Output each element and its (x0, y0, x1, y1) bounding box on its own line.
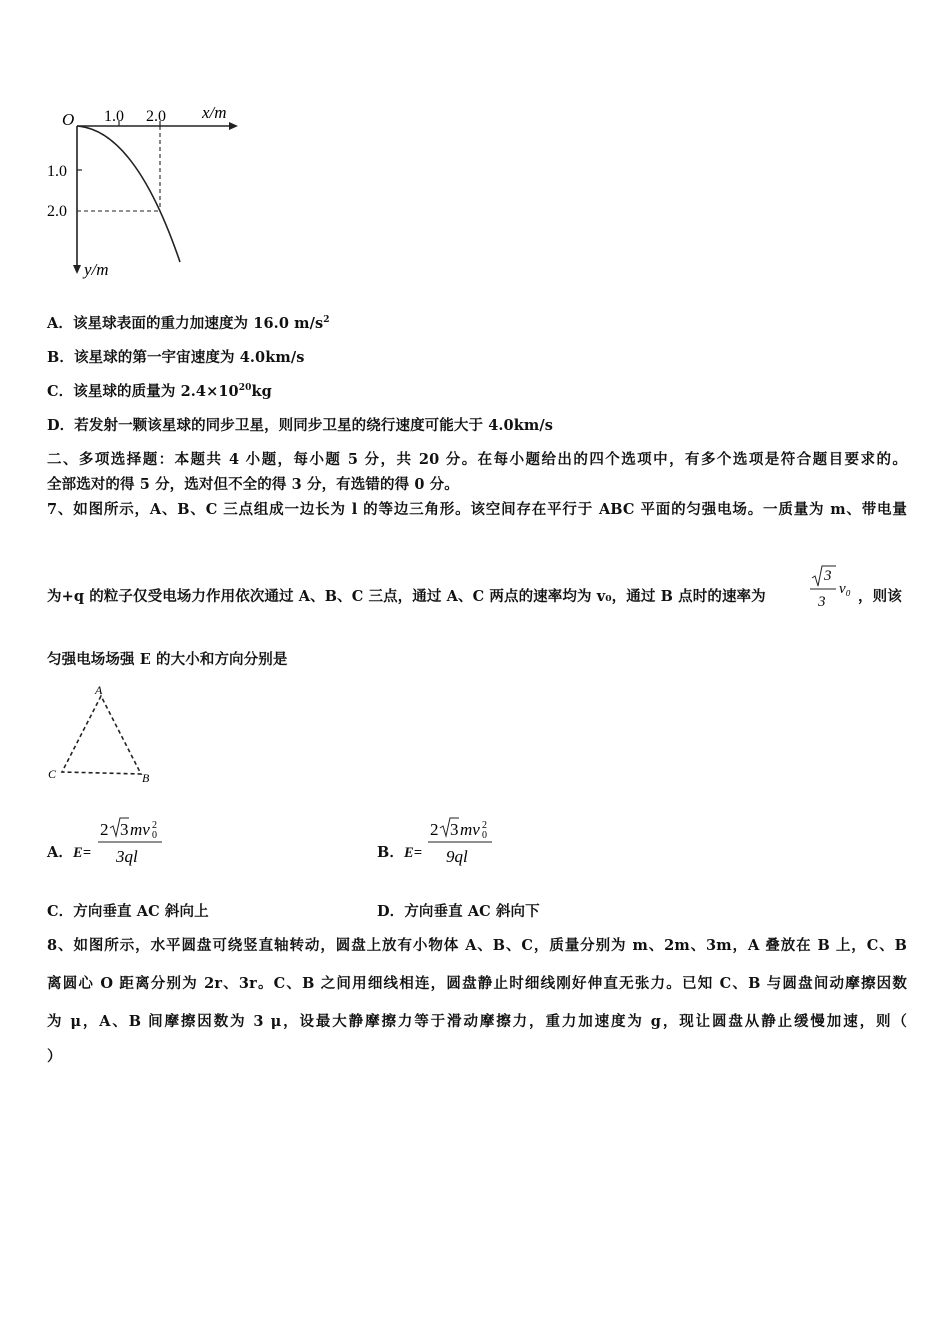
x-tick-2: 2.0 (146, 108, 166, 125)
svg-text:0: 0 (152, 830, 157, 841)
section2-heading-line2: 全部选对的得 5 分，选对但不全的得 3 分，有选错的得 0 分。 (47, 476, 459, 493)
q8-stem-line1: 8、如图所示，水平圆盘可绕竖直轴转动，圆盘上放有小物体 A、B、C，质量分别为 m、2m、3m，A 叠放在 B 上，C、B (47, 937, 907, 954)
svg-text:2: 2 (152, 820, 157, 831)
svg-text:2: 2 (430, 820, 439, 839)
q7-option-a-fraction (96, 814, 168, 870)
q7-option-b-fraction (426, 814, 498, 870)
speed-fraction-var: v₀ (839, 581, 851, 597)
x-axis-label: x/m (202, 103, 227, 122)
q7-stem-line1: 7、如图所示，A、B、C 三点组成一边长为 l 的等边三角形。该空间存在平行于 ABC 平面的匀强电场。一质量为 m、带电量 (47, 501, 907, 518)
svg-text:2: 2 (100, 820, 109, 839)
q7-option-b-den: 9ql (446, 847, 468, 866)
y-tick-1: 1.0 (47, 163, 67, 180)
triangle-figure (44, 682, 164, 787)
q7-option-c: C．方向垂直 AC 斜向上 (47, 903, 209, 920)
y-axis-arrow (73, 265, 81, 274)
vertex-a-label: A (95, 683, 103, 697)
vertex-b-label: B (142, 771, 150, 785)
trajectory-graph (40, 100, 260, 285)
svg-text:3: 3 (824, 568, 832, 584)
q7-line2-before: 为+q 的粒子仅受电场力作用依次通过 A、B、C 三点，通过 A、C 两点的速率均为 v₀，通过 B 点时的速率为 (47, 588, 766, 605)
x-axis-arrow (229, 122, 238, 130)
trajectory-curve (77, 126, 180, 262)
svg-text:3: 3 (120, 820, 129, 839)
y-tick-2: 2.0 (47, 203, 67, 220)
x-tick-1: 1.0 (104, 108, 124, 125)
q8-stem-line4: ） (47, 1048, 62, 1065)
q6-option-c: C．该星球的质量为 $2.4\times 10^{20}kg$ (47, 383, 272, 400)
y-axis-label: y/m (84, 260, 109, 279)
q7-option-b-label: B．E= (377, 844, 423, 861)
svg-text:mv: mv (460, 820, 480, 839)
q7-option-d: D．方向垂直 AC 斜向下 (377, 903, 540, 920)
speed-fraction-den: 3 (818, 594, 826, 610)
q6-option-a: A．该星球表面的重力加速度为 16.0 $m/s^2$ (47, 315, 330, 332)
q6-option-d: D．若发射一颗该星球的同步卫星，则同步卫星的绕行速度可能大于 4.0km/s (47, 417, 553, 434)
q7-stem-line3: 匀强电场场强 E 的大小和方向分别是 (47, 651, 288, 668)
q8-stem-line2: 离圆心 O 距离分别为 2r、3r。C、B 之间用细线相连，圆盘静止时细线刚好伸直无张力。已知 C、B 与圆盘间动摩擦因数 (47, 975, 907, 992)
q7-line2-after: ，则该 (858, 588, 902, 605)
speed-fraction (806, 560, 860, 612)
svg-text:3: 3 (450, 820, 459, 839)
svg-text:mv: mv (130, 820, 150, 839)
q6-option-b: B．该星球的第一宇宙速度为 4.0km/s (47, 349, 305, 366)
section2-heading-line1: 二、多项选择题：本题共 4 小题，每小题 5 分，共 20 分。在每小题给出的四个选项中，有多个选项是符合题目要求的。 (47, 451, 907, 468)
q7-option-a-label: A．E= (47, 844, 92, 861)
q7-stem-line2 (47, 585, 907, 606)
svg-text:2: 2 (482, 820, 487, 831)
q8-stem-line3: 为 μ，A、B 间摩擦因数为 3 μ，设最大静摩擦力等于滑动摩擦力，重力加速度为 g，现让圆盘从静止缓慢加速，则（ (47, 1013, 907, 1030)
svg-text:0: 0 (482, 830, 487, 841)
triangle-abc (62, 696, 141, 774)
origin-label: O (62, 110, 75, 129)
q7-option-a-den: 3ql (116, 847, 138, 866)
vertex-c-label: C (48, 767, 57, 781)
